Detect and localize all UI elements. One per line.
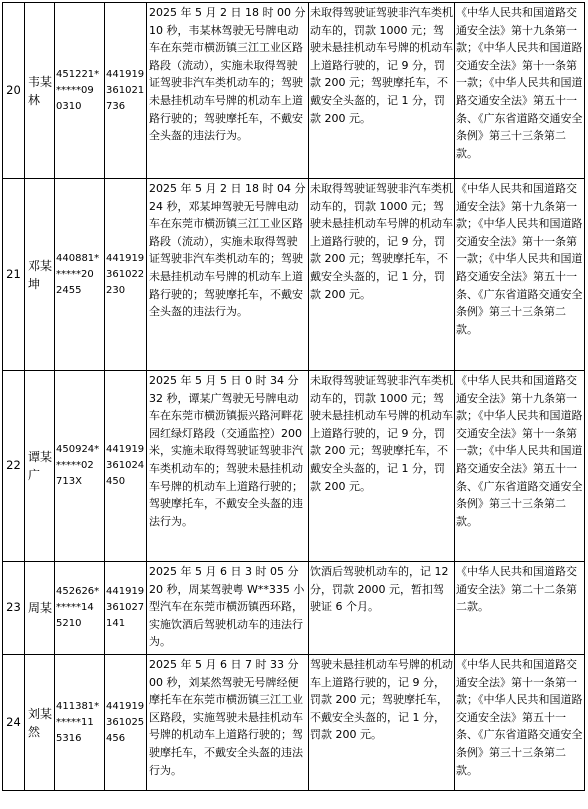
penalty-content: 驾驶未悬挂机动车号牌的机动车上道路行驶的，记 9 分，罚款 200 元；驾驶摩托车，不戴安全头盔的，记 1 分，罚款 200 元。 xyxy=(309,655,455,791)
id-number-line: 452626* xyxy=(56,586,100,597)
legal-basis: 《中华人民共和国道路交通安全法》第十九条第一款；《中华人民共和国道路交通安全法》第十一条第一款；《中华人民共和国道路交通安全法》第五十一条、《广东省道路交通安全条例》第三十三条第二款。 xyxy=(455,371,585,562)
id-number xyxy=(55,371,105,562)
license-number-line: 441919 xyxy=(106,700,145,712)
penalty-table xyxy=(2,2,585,791)
violation-fact: 2025 年 5 月 5 日 0 时 34 分 32 秒，谭某广驾驶无号牌电动车在东莞市横沥镇振兴路河畔花园红绿灯路段（交通监控）200 米，实施未取得驾驶证驾驶非汽车类机动车的；驾驶未悬挂机动车号牌的机动车上道路行驶的；驾驶摩托车，不戴安全头盔的违法行为。 xyxy=(147,371,309,562)
id-number xyxy=(55,655,105,791)
id-number-line: 5316 xyxy=(56,732,82,744)
person-name-line: 韦某 xyxy=(28,74,53,89)
license-number-line: 441919 xyxy=(106,68,145,80)
table-row xyxy=(3,562,585,655)
id-number-line: *****14 xyxy=(56,602,94,613)
row-number: 20 xyxy=(3,3,25,179)
table-row xyxy=(3,179,585,371)
person-name-line: 谭某 xyxy=(28,450,53,464)
person-name xyxy=(25,655,55,791)
person-name-line: 邓某 xyxy=(28,258,53,273)
id-number-line: *****02 xyxy=(56,460,94,471)
license-number xyxy=(105,562,147,655)
license-number xyxy=(105,655,147,791)
violation-fact: 2025 年 5 月 2 日 18 时 00 分 10 秒，韦某林驾驶无号牌电动车在东莞市横沥镇三江工业区路路段（流动），实施未取得驾驶证驾驶非汽车类机动车的；驾驶未悬挂机动车号牌的机动车上道路行驶的；驾驶摩托车，不戴安全头盔的违法行为。 xyxy=(147,3,309,179)
id-number-line: *****20 xyxy=(56,268,94,280)
person-name xyxy=(25,562,55,655)
penalty-content: 未取得驾驶证驾驶非汽车类机动车的，罚款 1000 元；驾驶未悬挂机动车号牌的机动车上道路行驶的，记 9 分，罚款 200 元；驾驶摩托车，不戴安全头盔的，记 1 分，罚款 200 元。 xyxy=(309,179,455,371)
license-number-line: 441919 xyxy=(106,586,145,597)
person-name-line: 刘某 xyxy=(28,706,53,721)
license-number-line: 361022 xyxy=(106,268,145,280)
person-name-line: 周某 xyxy=(28,601,53,615)
license-number xyxy=(105,371,147,562)
license-number-line: 441919 xyxy=(106,444,145,455)
id-number xyxy=(55,562,105,655)
row-number: 24 xyxy=(3,655,25,791)
person-name-line: 林 xyxy=(28,92,41,107)
penalty-content: 饮酒后驾驶机动车的，记 12 分，罚款 2000 元，暂扣驾驶证 6 个月。 xyxy=(309,562,455,655)
license-number-line: 361021 xyxy=(106,84,145,96)
id-number-line: *****09 xyxy=(56,84,94,96)
person-name xyxy=(25,3,55,179)
id-number xyxy=(55,179,105,371)
person-name xyxy=(25,179,55,371)
row-number: 21 xyxy=(3,179,25,371)
person-name-line: 广 xyxy=(28,468,41,482)
penalty-content: 未取得驾驶证驾驶非汽车类机动车的，罚款 1000 元；驾驶未悬挂机动车号牌的机动车上道路行驶的，记 9 分，罚款 200 元；驾驶摩托车，不戴安全头盔的，记 1 分，罚款 200 元。 xyxy=(309,371,455,562)
license-number xyxy=(105,179,147,371)
license-number-line: 450 xyxy=(106,476,126,487)
person-name-line: 坤 xyxy=(28,276,41,291)
row-number: 23 xyxy=(3,562,25,655)
id-number-line: 450924* xyxy=(56,444,100,455)
license-number-line: 736 xyxy=(106,100,126,112)
id-number-line: 440881* xyxy=(56,252,100,264)
license-number-line: 361027 xyxy=(106,602,145,613)
violation-fact: 2025 年 5 月 6 日 3 时 05 分 20 秒，周某驾驶粤 W**335 小型汽车在东莞市横沥镇西环路，实施饮酒后驾驶机动车的违法行为。 xyxy=(147,562,309,655)
license-number xyxy=(105,3,147,179)
person-name-line: 然 xyxy=(28,724,41,739)
row-number: 22 xyxy=(3,371,25,562)
license-number-line: 361025 xyxy=(106,716,145,728)
license-number-line: 361024 xyxy=(106,460,145,471)
violation-fact: 2025 年 5 月 6 日 7 时 33 分 00 秒，刘某然驾驶无号牌经便摩托车在东莞市横沥镇三江工业区路段，实施驾驶未悬挂机动车号牌的机动车上道路行驶的；驾驶摩托车，不戴安全头盔的违法行为。 xyxy=(147,655,309,791)
penalty-content: 未取得驾驶证驾驶非汽车类机动车的，罚款 1000 元；驾驶未悬挂机动车号牌的机动车上道路行驶的，记 9 分，罚款 200 元；驾驶摩托车，不戴安全头盔的，记 1 分，罚款 200 元。 xyxy=(309,3,455,179)
id-number-line: 2455 xyxy=(56,284,82,296)
id-number-line: 411381* xyxy=(56,700,100,712)
id-number xyxy=(55,3,105,179)
table-row xyxy=(3,3,585,179)
id-number-line: 0310 xyxy=(56,100,82,112)
violation-fact: 2025 年 5 月 2 日 18 时 04 分 24 秒，邓某坤驾驶无号牌电动车在东莞市横沥镇三江工业区路路段（流动），实施未取得驾驶证驾驶非汽车类机动车的；驾驶未悬挂机动车号牌的机动车上道路行驶的；驾驶摩托车，不戴安全头盔的违法行为。 xyxy=(147,179,309,371)
person-name xyxy=(25,371,55,562)
license-number-line: 141 xyxy=(106,618,126,629)
table-row xyxy=(3,371,585,562)
legal-basis: 《中华人民共和国道路交通安全法》第十一条第一款；《中华人民共和国道路交通安全法》第五十一条、《广东省道路交通安全条例》第三十三条第二款。 xyxy=(455,655,585,791)
legal-basis: 《中华人民共和国道路交通安全法》第十九条第一款；《中华人民共和国道路交通安全法》第十一条第一款；《中华人民共和国道路交通安全法》第五十一条、《广东省道路交通安全条例》第三十三条第二款。 xyxy=(455,3,585,179)
id-number-line: 5210 xyxy=(56,618,82,629)
id-number-line: *****11 xyxy=(56,716,94,728)
table-row xyxy=(3,655,585,791)
legal-basis: 《中华人民共和国道路交通安全法》第二十二条第二款。 xyxy=(455,562,585,655)
legal-basis: 《中华人民共和国道路交通安全法》第十九条第一款；《中华人民共和国道路交通安全法》第十一条第一款；《中华人民共和国道路交通安全法》第五十一条、《广东省道路交通安全条例》第三十三条第二款。 xyxy=(455,179,585,371)
id-number-line: 713X xyxy=(56,476,82,487)
license-number-line: 441919 xyxy=(106,252,145,264)
license-number-line: 456 xyxy=(106,732,126,744)
license-number-line: 230 xyxy=(106,284,126,296)
id-number-line: 451221* xyxy=(56,68,100,80)
